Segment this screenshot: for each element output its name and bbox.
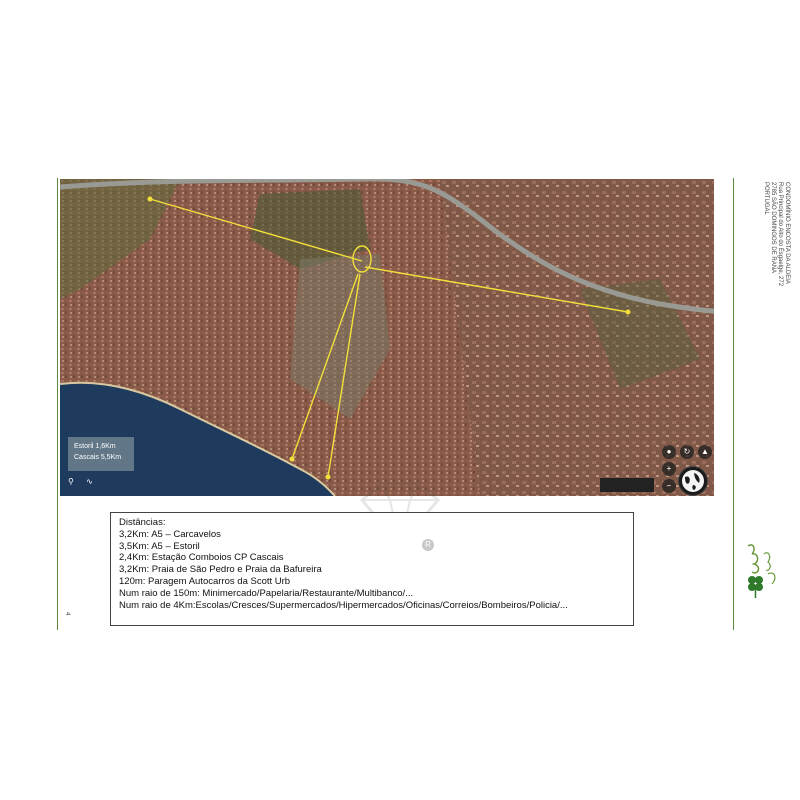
zoom-in-icon[interactable]: + (662, 462, 676, 476)
distance-line: Num raio de 150m: Minimercado/Papelaria/Restaurante/Multibanco/... (119, 587, 414, 599)
left-margin-rule (57, 178, 58, 630)
registered-mark-icon: R (422, 539, 434, 551)
zoom-out-icon[interactable]: − (662, 479, 676, 493)
route-point-carcavelos (148, 197, 153, 202)
location-pin-icon[interactable]: ⚲ (68, 477, 74, 486)
right-margin-rule (733, 178, 734, 630)
address-line-1: CONDOMÍNIO ENCOSTA DA ALDEIA (784, 182, 790, 284)
ruler-icon[interactable]: ∿ (86, 477, 93, 486)
distance-line: 3,2Km: A5 – Carcavelos (119, 528, 221, 540)
distance-line: 3,5Km: A5 – Estoril (119, 540, 200, 552)
distances-panel (110, 512, 634, 626)
clover-logo-icon (742, 540, 782, 610)
rotate-icon[interactable]: ↻ (680, 445, 694, 459)
distance-cascais: Cascais 5,5Km (74, 454, 122, 461)
distance-badge (68, 437, 134, 471)
imagery-thumbnails[interactable] (600, 478, 654, 492)
map-tools (68, 477, 103, 486)
map-imagery (60, 179, 714, 496)
compass-icon[interactable]: ▲ (698, 445, 712, 459)
address-line-3: 2785 SÃO DOMINGOS DE RANA (770, 182, 776, 274)
distance-line: 120m: Paragem Autocarros da Scott Urb (119, 575, 291, 587)
distance-estoril: Estoril 1,6Km (74, 443, 116, 450)
distances-title: Distâncias: (119, 517, 166, 528)
distance-line: 2,4Km: Estação Comboios CP Cascais (119, 552, 284, 564)
address-line-2: Rua Principal do Alto do Ésgaelge, 272 (777, 182, 783, 287)
distance-line: Num raio de 4Km:Escolas/Cresces/Supermercados/Hipermercados/Oficinas/Correios/Bombeiros/Policia/... (119, 599, 568, 611)
distance-line: 3,2Km: Praia de São Pedro e Praia da Bafureira (119, 564, 322, 576)
route-point-estoril (290, 457, 295, 462)
route-point-a5 (626, 310, 631, 315)
address-line-4: PORTUGAL (763, 182, 769, 215)
route-point-beach (326, 475, 331, 480)
page-number: 4 (64, 612, 70, 616)
globe-icon[interactable] (678, 466, 708, 496)
street-view-icon[interactable]: ● (662, 445, 676, 459)
satellite-map[interactable] (60, 179, 714, 496)
